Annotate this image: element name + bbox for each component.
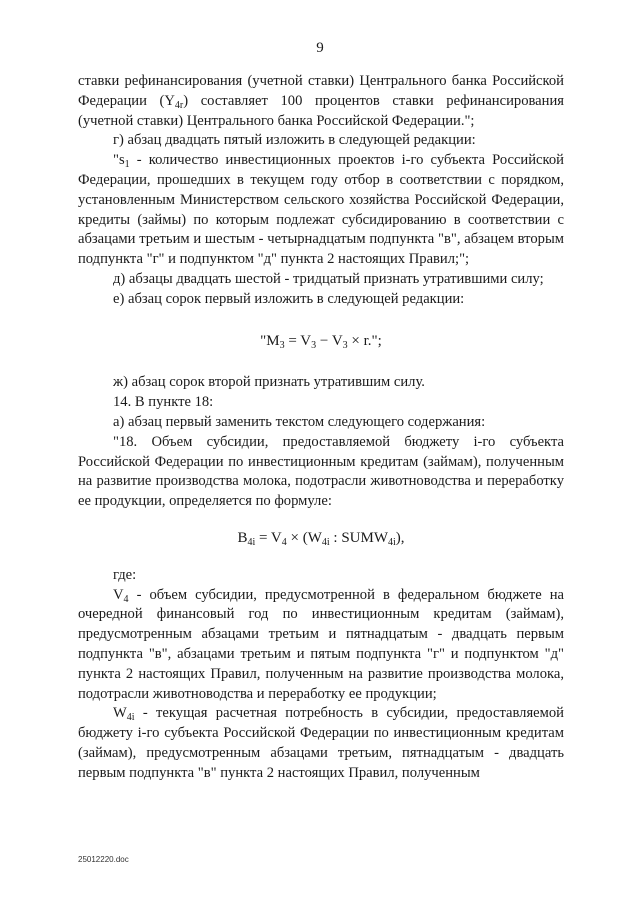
paragraph-9: "18. Объем субсидии, предоставляемой бюджету i-го субъекта Российской Федерации по инвестиционным кредитам (займам), полученным на развитие производства молока, подотрасли животноводства и переработку ее продукции, определяется по формуле: (78, 433, 564, 510)
paragraph-1-subscript: 4r (174, 99, 184, 111)
paragraph-12 (78, 704, 564, 783)
paragraph-3 (78, 151, 564, 270)
formula-b4i-lhs: B (237, 529, 248, 546)
formula-m3-tail: × r."; (347, 332, 382, 349)
paragraph-10: где: (113, 566, 137, 583)
formula-m3-mid2: − V (316, 332, 343, 349)
formula-b4i-sumw-sub: 4i (388, 536, 396, 548)
paragraph-12-subscript: 4i (126, 712, 135, 724)
paragraph-12-head: W (113, 705, 127, 722)
paragraph-12-tail: - текущая расчетная потребность в субсидии, предоставляемой бюджету i-го субъекта Российской Федерации по инвестиционным кредитам (займам), предусмотренным абзацами третьим, пятнадцатым - двадцать первым подпункта "в" пункта 2 настоящих Правил, полученным (78, 705, 564, 781)
paragraph-11-head: V (113, 586, 124, 603)
paragraph-5: е) абзац сорок первый изложить в следующей редакции: (113, 290, 465, 307)
formula-m3-sub2: 3 (311, 339, 317, 351)
formula-b4i-v-sub: 4 (281, 536, 287, 548)
formula-m3-mid1: = V (284, 332, 312, 349)
paragraph-8: а) абзац первый заменить текстом следующего содержания: (113, 413, 486, 430)
formula-b4i-lhs-sub: 4i (247, 536, 256, 548)
formula-b4i-eq: = V (255, 529, 282, 546)
paragraph-2: г) абзац двадцать пятый изложить в следующей редакции: (113, 132, 476, 149)
page-number: 9 (316, 40, 324, 56)
paragraph-6: ж) абзац сорок второй признать утратившим силу. (113, 374, 425, 391)
formula-b4i-mul: × (W (286, 529, 322, 546)
paragraph-1 (78, 72, 564, 131)
formula-b4i (78, 529, 564, 549)
paragraph-3-head: "s (113, 152, 125, 169)
formula-m3-sub3: 3 (342, 339, 348, 351)
formula-b4i-w-sub: 4i (321, 536, 330, 548)
formula-m3 (78, 332, 564, 352)
paragraph-1-text: ставки рефинансирования (учетной ставки) Центрального банка Российской Федерации (Y (78, 73, 564, 109)
formula-b4i-close: ), (395, 529, 405, 546)
document-body (78, 72, 564, 784)
paragraph-4: д) абзацы двадцать шестой - тридцатый признать утратившими силу; (113, 270, 544, 287)
paragraph-7: 14. В пункте 18: (113, 394, 214, 411)
paragraph-11-tail: - объем субсидии, предусмотренной в федеральном бюджете на очередной финансовый год по инвестиционным кредитам (займам), предусмотренным абзацами третьим и пятнадцатым - двадцать первым подпункта "в", абзацами третьим и пятым подпункта "г" и подпунктом "д" пункта 2 настоящих Правил, полученным на развитие производства молока, подотрасли животноводства и переработку ее продукции; (78, 586, 564, 702)
paragraph-1-tail: ) составляет 100 процентов ставки рефинансирования (учетной ставки) Центрального банка Российской Федерации."; (78, 92, 564, 129)
paragraph-3-tail: - количество инвестиционных проектов i-го субъекта Российской Федерации, прошедших в текущем году отбор в соответствии с порядком, установленным Министерством сельского хозяйства Российской Федерации, кредиты (займы) по которым подлежат субсидированию в соответствии с абзацами третьим и шестым - четырнадцатым подпункта "в", абзацем вторым подпункта "г" и подпунктом "д" пункта 2 настоящих Правил;"; (78, 152, 564, 268)
paragraph-11 (78, 586, 564, 705)
formula-m3-lhs: "M (260, 332, 280, 349)
formula-b4i-colon: : SUMW (329, 529, 389, 546)
formula-m3-sub1: 3 (279, 339, 285, 351)
footer-filename: 25012220.doc (78, 855, 129, 864)
paragraph-11-subscript: 4 (123, 593, 129, 605)
paragraph-3-subscript: 1 (124, 159, 130, 171)
